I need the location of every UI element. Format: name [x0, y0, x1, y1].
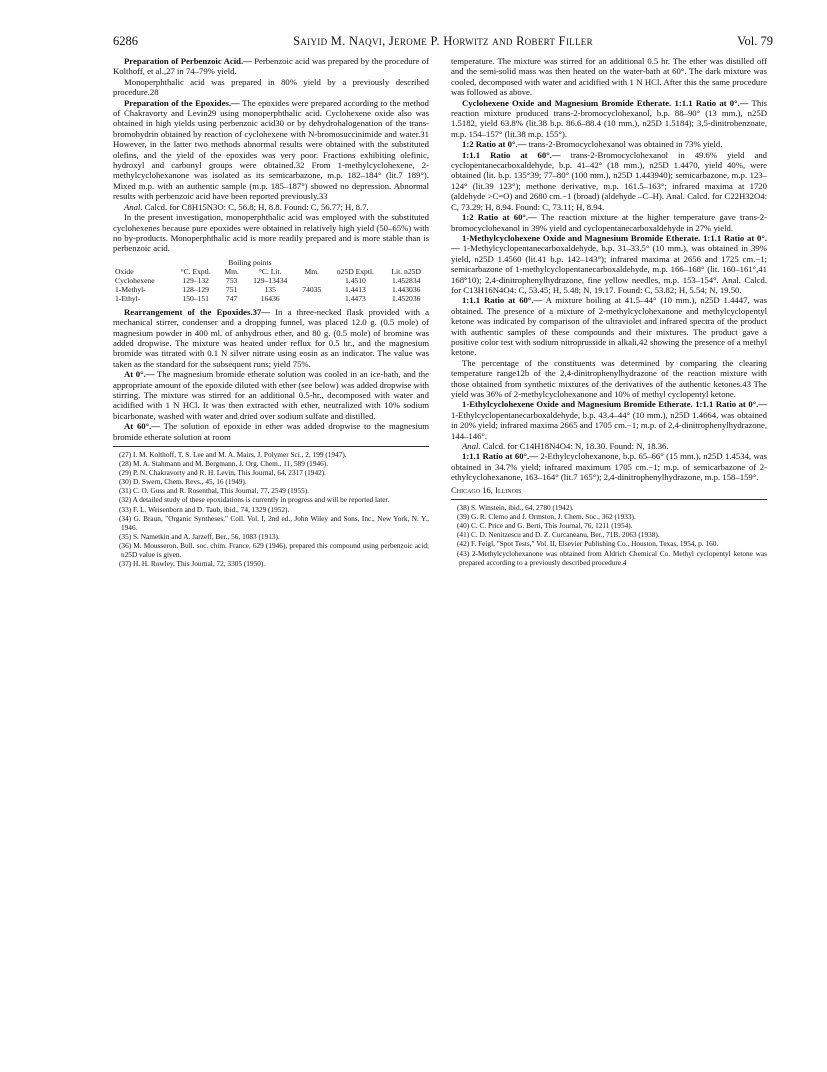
paragraph — [451, 441, 767, 451]
table-cell: 1-Methyl- — [115, 284, 146, 294]
paragraph-text: In a three-necked flask provided with a mechanical stirrer, condenser and a dropping funnel, was placed 12.0 g. (0.5 mole) of magnesium powder in 400 ml. of anhydrous ether, and 80 g. (0.5 mole) of bromine was added dropwise. The mixture was heated under reflux for 0.5 hr., and the magnesium bromide was titrated with 0.1 N silver nitrate using eosin as an indicator. The value was taken as the standard for the subsequent runs; yield 75%. — [113, 306, 429, 369]
table-column-header: °C. Exptl. — [180, 266, 211, 276]
paragraph-text: temperature. The mixture was stirred for an additional 0.5 hr. The ether was distilled off and the semi-solid mass was then heated on the water-bath at 60°. The dark mixture was cooled, decomposed with water and acidified with 1 N HCl. After this the same procedure was followed as above. — [451, 56, 767, 98]
paragraph-text: trans-2-Bromocyclohexanol in 49.6% yield and cyclopentanecarboxaldehyde, b.p. 41–42° (18 mm.), n25D 1.4470, yield 40%, were obtained (lit. b.p. 135°39; 77–80° (100 mm.), n25D 1.443940); semicarbazone, m.p. 123–124° (lit.39 123°); methone derivative, m.p. 161.5–163°; infrared maxima at 1720 (aldehyde >C=O) and 2680 cm.−1 (broad) (aldehyde –C–H). Anal. Calcd. for C22H32O4: C, 73.29; H, 8.94. Found: C, 73.11; H, 8.94. — [451, 149, 768, 212]
paragraph — [451, 150, 767, 212]
paragraph — [113, 421, 429, 442]
paragraph-text: Calcd. for C14H18N4O4: N, 18.30. Found: N, 18.36. — [482, 441, 669, 452]
left-references — [113, 446, 429, 568]
paragraph-heading: 1:2 Ratio at 0°.— — [462, 139, 527, 150]
paragraph — [451, 295, 767, 357]
running-title: Saiyid M. Naqvi, Jerome P. Horwitz and Robert Filler — [293, 34, 593, 48]
table-cell: 1.4473 — [344, 293, 366, 303]
boiling-points-table — [113, 258, 429, 303]
table-column-header: Lit. n25D — [391, 266, 421, 276]
table-cell: 129–132 — [182, 275, 209, 285]
table-cell: Cyclohexene — [115, 275, 155, 285]
volume-label: Vol. 79 — [737, 34, 773, 48]
table-cell: 74035 — [302, 284, 322, 294]
paragraph-heading: Anal. — [462, 441, 481, 452]
paragraph — [451, 212, 767, 233]
paragraph-heading: 1:1.1 Ratio at 60°.— — [462, 451, 538, 462]
table-cell: 1.452834 — [391, 275, 421, 285]
left-paragraphs-continued — [113, 307, 429, 442]
paragraph-heading: 1-Ethylcyclohexene Oxide and Magnesium Bromide Etherate. 1:1.1 Ratio at 0°.— — [462, 399, 767, 410]
paragraph-text: Monoperphthalic acid was prepared in 80% yield by a previously described procedure.28 — [113, 76, 429, 98]
table-column-header: Mm. — [224, 266, 239, 276]
page-number: 6286 — [113, 34, 138, 48]
page — [113, 34, 773, 569]
table-cell — [296, 294, 327, 303]
table-cell: 1.443036 — [391, 284, 421, 294]
paragraph-text: trans-2-Bromocyclohexanol was obtained in 73% yield. — [528, 139, 723, 150]
paragraph-heading: Preparation of the Epoxides.— — [124, 97, 240, 108]
paragraph — [113, 369, 429, 421]
table-cell: 1-Ethyl- — [115, 293, 141, 303]
paragraph — [451, 56, 767, 98]
reference-item: (43) 2-Methylcyclohexanone was obtained from Aldrich Chemical Co. Methyl cyclopentyl ketone was prepared according to a previously described procedure.4 — [457, 548, 767, 567]
table-cell: 150–151 — [182, 293, 209, 303]
paragraph — [451, 98, 767, 140]
table-cell: 747 — [225, 293, 238, 303]
paragraph-heading: Rearrangement of the Epoxides.37— — [124, 306, 270, 317]
table-cell: 753 — [225, 275, 238, 285]
paragraph-heading: 1:1.1 Ratio at 60°.— — [462, 295, 543, 306]
reference-item: (27) I. M. Kolthoff, T. S. Lee and M. A. Mairs, J. Polymer Sci., 2, 199 (1947). — [119, 450, 347, 459]
paragraph-text: The solution of epoxide in ether was added dropwise to the magnesium bromide etherate solution at room — [113, 421, 429, 442]
paragraph-heading: 1-Methylcyclohexene Oxide and Magnesium Bromide Etherate. 1:1.1 Ratio at 0°.— — [451, 232, 767, 254]
paragraph — [113, 98, 429, 202]
paragraph-heading: Cyclohexene Oxide and Magnesium Bromide Etherate. 1:1.1 Ratio at 0°.— — [462, 97, 749, 108]
table-column-header: °C. Lit. — [258, 266, 282, 276]
right-references — [451, 499, 767, 567]
paragraph — [451, 233, 767, 295]
paragraph-text: 1-Methylcyclopentanecarboxaldehyde, b.p. 31–33.5° (10 mm.), was obtained in 39% yield, n25D 1.4560 (lit.41 b.p. 142–143°); infrared maxima at 2656 and 1725 cm.−1; semicarbazone of 1-methylcyclopentanecarboxaldehyde, m.p. 166–168° (lit. 160–161°,41 168°10); 2,4-dinitrophenylhydrazone, fine yellow needles, m.p. 153–154°. Anal. Calcd. for C13H16N4O4: C, 53.45; H, 5.48; N, 19.17. Found: C, 53.82; H, 5.54; N, 19.50. — [451, 243, 767, 295]
paragraph-text: In the present investigation, monoperphthalic acid was employed with the substituted cyclohexenes because pure epoxides were obtained in relatively high yield (50–65%) with no by-products. Monoperphthalic acid is more readily prepared and is more stable than is perbenzoic acid. — [113, 212, 429, 254]
reference-item: (41) C. D. Nenitzescu and D. Z. Curcaneanu, Ber., 71B, 2063 (1938). — [457, 530, 660, 540]
reference-item: (32) A detailed study of these epoxidations is currently in progress and will be reported later. — [119, 495, 390, 505]
table-group-header: Boiling points — [228, 257, 272, 267]
paragraph-text: The percentage of the constituents was determined by comparing the clearing temperature range12b of the 2,4-dinitrophenylhydrazone of the reaction mixture with those obtained from synthetic mixtures of the derivatives of the authentic ketones.43 The yield was 36% of 2-methylcyclohexanone and 10% of methyl cyclopentyl ketone. — [451, 357, 767, 399]
left-paragraphs — [113, 56, 429, 254]
right-column — [451, 56, 767, 567]
paragraph-text: 1-Ethylcyclopentanecarboxaldehyde, b.p. 43.4–44° (10 mm.), n25D 1.4664, was obtained in 20% yield; infrared maxima 2665 and 1705 cm.−1; m.p. of 2,4-dinitrophenylhydrazone, 144–146°. — [451, 409, 767, 441]
reference-item: (35) S. Nametkin and A. Jarzeff, Ber., 56, 1083 (1913). — [119, 531, 280, 541]
paragraph-heading: At 0°.— — [124, 369, 155, 380]
reference-item: (38) S. Winstein, ibid., 64, 2780 (1942). — [457, 503, 574, 513]
paragraph-heading: At 60°.— — [124, 421, 160, 432]
paragraph — [451, 399, 767, 441]
table-column-header: Oxide — [115, 266, 134, 276]
reference-item: (37) H. H. Rowley, This Journal, 72, 3305 (1950). — [119, 559, 266, 569]
paragraph — [451, 451, 767, 482]
left-column — [113, 56, 429, 568]
table-cell: 128–129 — [182, 284, 209, 294]
paragraph — [451, 139, 767, 149]
reference-item: (34) G. Braun, "Organic Syntheses," Coll. Vol. I, 2nd ed., John Wiley and Sons, Inc., New York, N. Y., 1946. — [119, 513, 429, 532]
table-body — [113, 276, 429, 303]
paragraph-text: This reaction mixture produced trans-2-bromocyclohexanol, b.p. 88–90° (13 mm.), n25D 1.5182, yield 63.8% (lit.38 b.p. 86.6–88.4 (10 mm.), n25D 1.5184); 3,5-dinitrobenzoate, m.p. 154–157° (lit.38 m.p. 155°). — [451, 97, 767, 139]
table-cell: 16436 — [260, 293, 280, 303]
reference-item: (31) C. O. Guss and R. Rosenthal, This Journal, 77, 2549 (1955). — [119, 486, 309, 496]
paragraph-text: The epoxides were prepared according to the method of Chakravorty and Levin29 using monoperphthalic acid. Cyclohexene oxide also was obtained in high yields using perbenzoic acid30 or by dehydrohalogenation of the trans-bromohydrin obtained by reaction of cyclohexene with N-bromosuccinimide and water.31 However, in the latter two methods abnormal results were obtained with the substituted olefins, and the yield of the epoxides was very poor. Fractions exhibiting olefinic, hydroxyl and carbonyl groups were obtained.32 From 1-methylcyclohexene, 2-methylcyclohexanone was isolated as its semicarbazone, m.p. 182–184° (lit.7 189°). Mixed m.p. with an authentic sample (m.p. 185–187°) showed no depression. Abnormal results with perbenzoic acid have been reported previously.33 — [113, 97, 429, 202]
paragraph — [113, 212, 429, 254]
paragraph-text: The magnesium bromide etherate solution was cooled in an ice-bath, and the appropriate amount of the epoxide diluted with ether (see below) was added dropwise with stirring. The mixture was stirred for an additional 0.5-hr., decomposed with water and acidified with 1 N HCl. It was then extracted with ether, neutralized with 10% sodium bicarbonate, washed with water and dried over sodium sulfate and distilled. — [113, 369, 429, 421]
reference-item: (30) D. Swern, Chem. Revs., 45, 16 (1949). — [119, 477, 247, 487]
reference-item: (36) M. Mousseron, Bull. soc. chim. France, 629 (1946), prepared this compound using perbenzoic acid; n25D value is given. — [119, 540, 429, 560]
paragraph — [113, 202, 429, 212]
location-line: Chicago 16, Illinois — [451, 484, 522, 495]
table-header-row — [113, 267, 429, 276]
paragraph — [451, 358, 767, 400]
paragraph-text: The reaction mixture at the higher temperature gave trans-2-bromocyclohexanol in 39% yield and cyclopentanecarboxaldehyde in 27% yield. — [451, 212, 767, 233]
reference-item: (28) M. A. Stahmann and M. Bergmann, J. Org. Chem., 11, 589 (1946). — [119, 459, 329, 469]
paragraph — [113, 56, 429, 77]
table-cell: 1.4413 — [344, 284, 366, 294]
table-column-header: n25D Exptl. — [336, 266, 374, 276]
right-paragraphs — [451, 56, 767, 483]
table-cell: 129–13434 — [253, 275, 288, 285]
paragraph-heading: Anal. — [124, 201, 143, 212]
reference-item: (39) G. R. Clemo and J. Ormston, J. Chem. Soc., 362 (1933). — [457, 512, 636, 522]
table-row — [113, 276, 429, 285]
reference-item: (42) F. Feigl, "Spot Tests," Vol. II, Elsevier Publishing Co., Houston, Texas, 1954, p. 160. — [457, 539, 719, 549]
table-cell: 1.452036 — [391, 293, 421, 303]
paragraph-heading: Preparation of Perbenzoic Acid.— — [124, 56, 252, 66]
table-row — [113, 294, 429, 303]
table-column-header: Mm. — [304, 266, 320, 276]
paragraph — [113, 77, 429, 98]
table-cell: 1.4510 — [344, 275, 366, 285]
reference-item: (33) F. L. Weisenborn and D. Taub, ibid., 74, 1329 (1952). — [119, 504, 290, 514]
reference-item: (40) C. C. Price and G. Berti, This Journal, 76, 1211 (1954). — [457, 521, 633, 531]
table-cell: 135 — [264, 284, 276, 294]
table-cell — [296, 276, 327, 285]
paragraph-text: A mixture boiling at 41.5–44° (10 mm.), n25D 1.4447, was obtained. The presence of a mixture of 2-methylcyclohexanone and methylcyclopentyl ketone was indicated by comparison of the ultraviolet and infrared spectra of the product with authentic samples of these compounds and their mixtures. The product gave a positive color test with sodium nitroprusside in alkali,42 showing the presence of a methyl ketone. — [451, 295, 767, 358]
table-cell: 751 — [225, 284, 238, 294]
paragraph — [113, 307, 429, 369]
reference-item: (29) P. N. Chakravorty and R. H. Levin, This Journal, 64, 2317 (1942). — [119, 468, 326, 478]
page-header — [113, 34, 773, 54]
paragraph-heading: 1:1.1 Ratio at 60°.— — [462, 149, 561, 160]
paragraph-text: 2-Ethylcyclohexanone, b.p. 65–66° (15 mm.), n25D 1.4534, was obtained in 34.7% yield; infrared maximum 1705 cm.−1; m.p. of semicarbazone of 2-ethylcyclohexanone, 163–164° (lit.7 165°); 2,4-dinitrophenylhydrazone, m.p. 158–159°. — [451, 451, 768, 483]
paragraph-text: Perbenzoic acid was prepared by the procedure of Kolthoff, et al.,27 in 74–79% yield. — [113, 56, 430, 77]
paragraph-text: Calcd. for C8H15N3O: C, 56.8; H, 8.8. Found: C, 56.77; H, 8.7. — [144, 201, 369, 212]
table-row — [113, 285, 429, 294]
paragraph-heading: 1:2 Ratio at 60°.— — [462, 212, 537, 223]
